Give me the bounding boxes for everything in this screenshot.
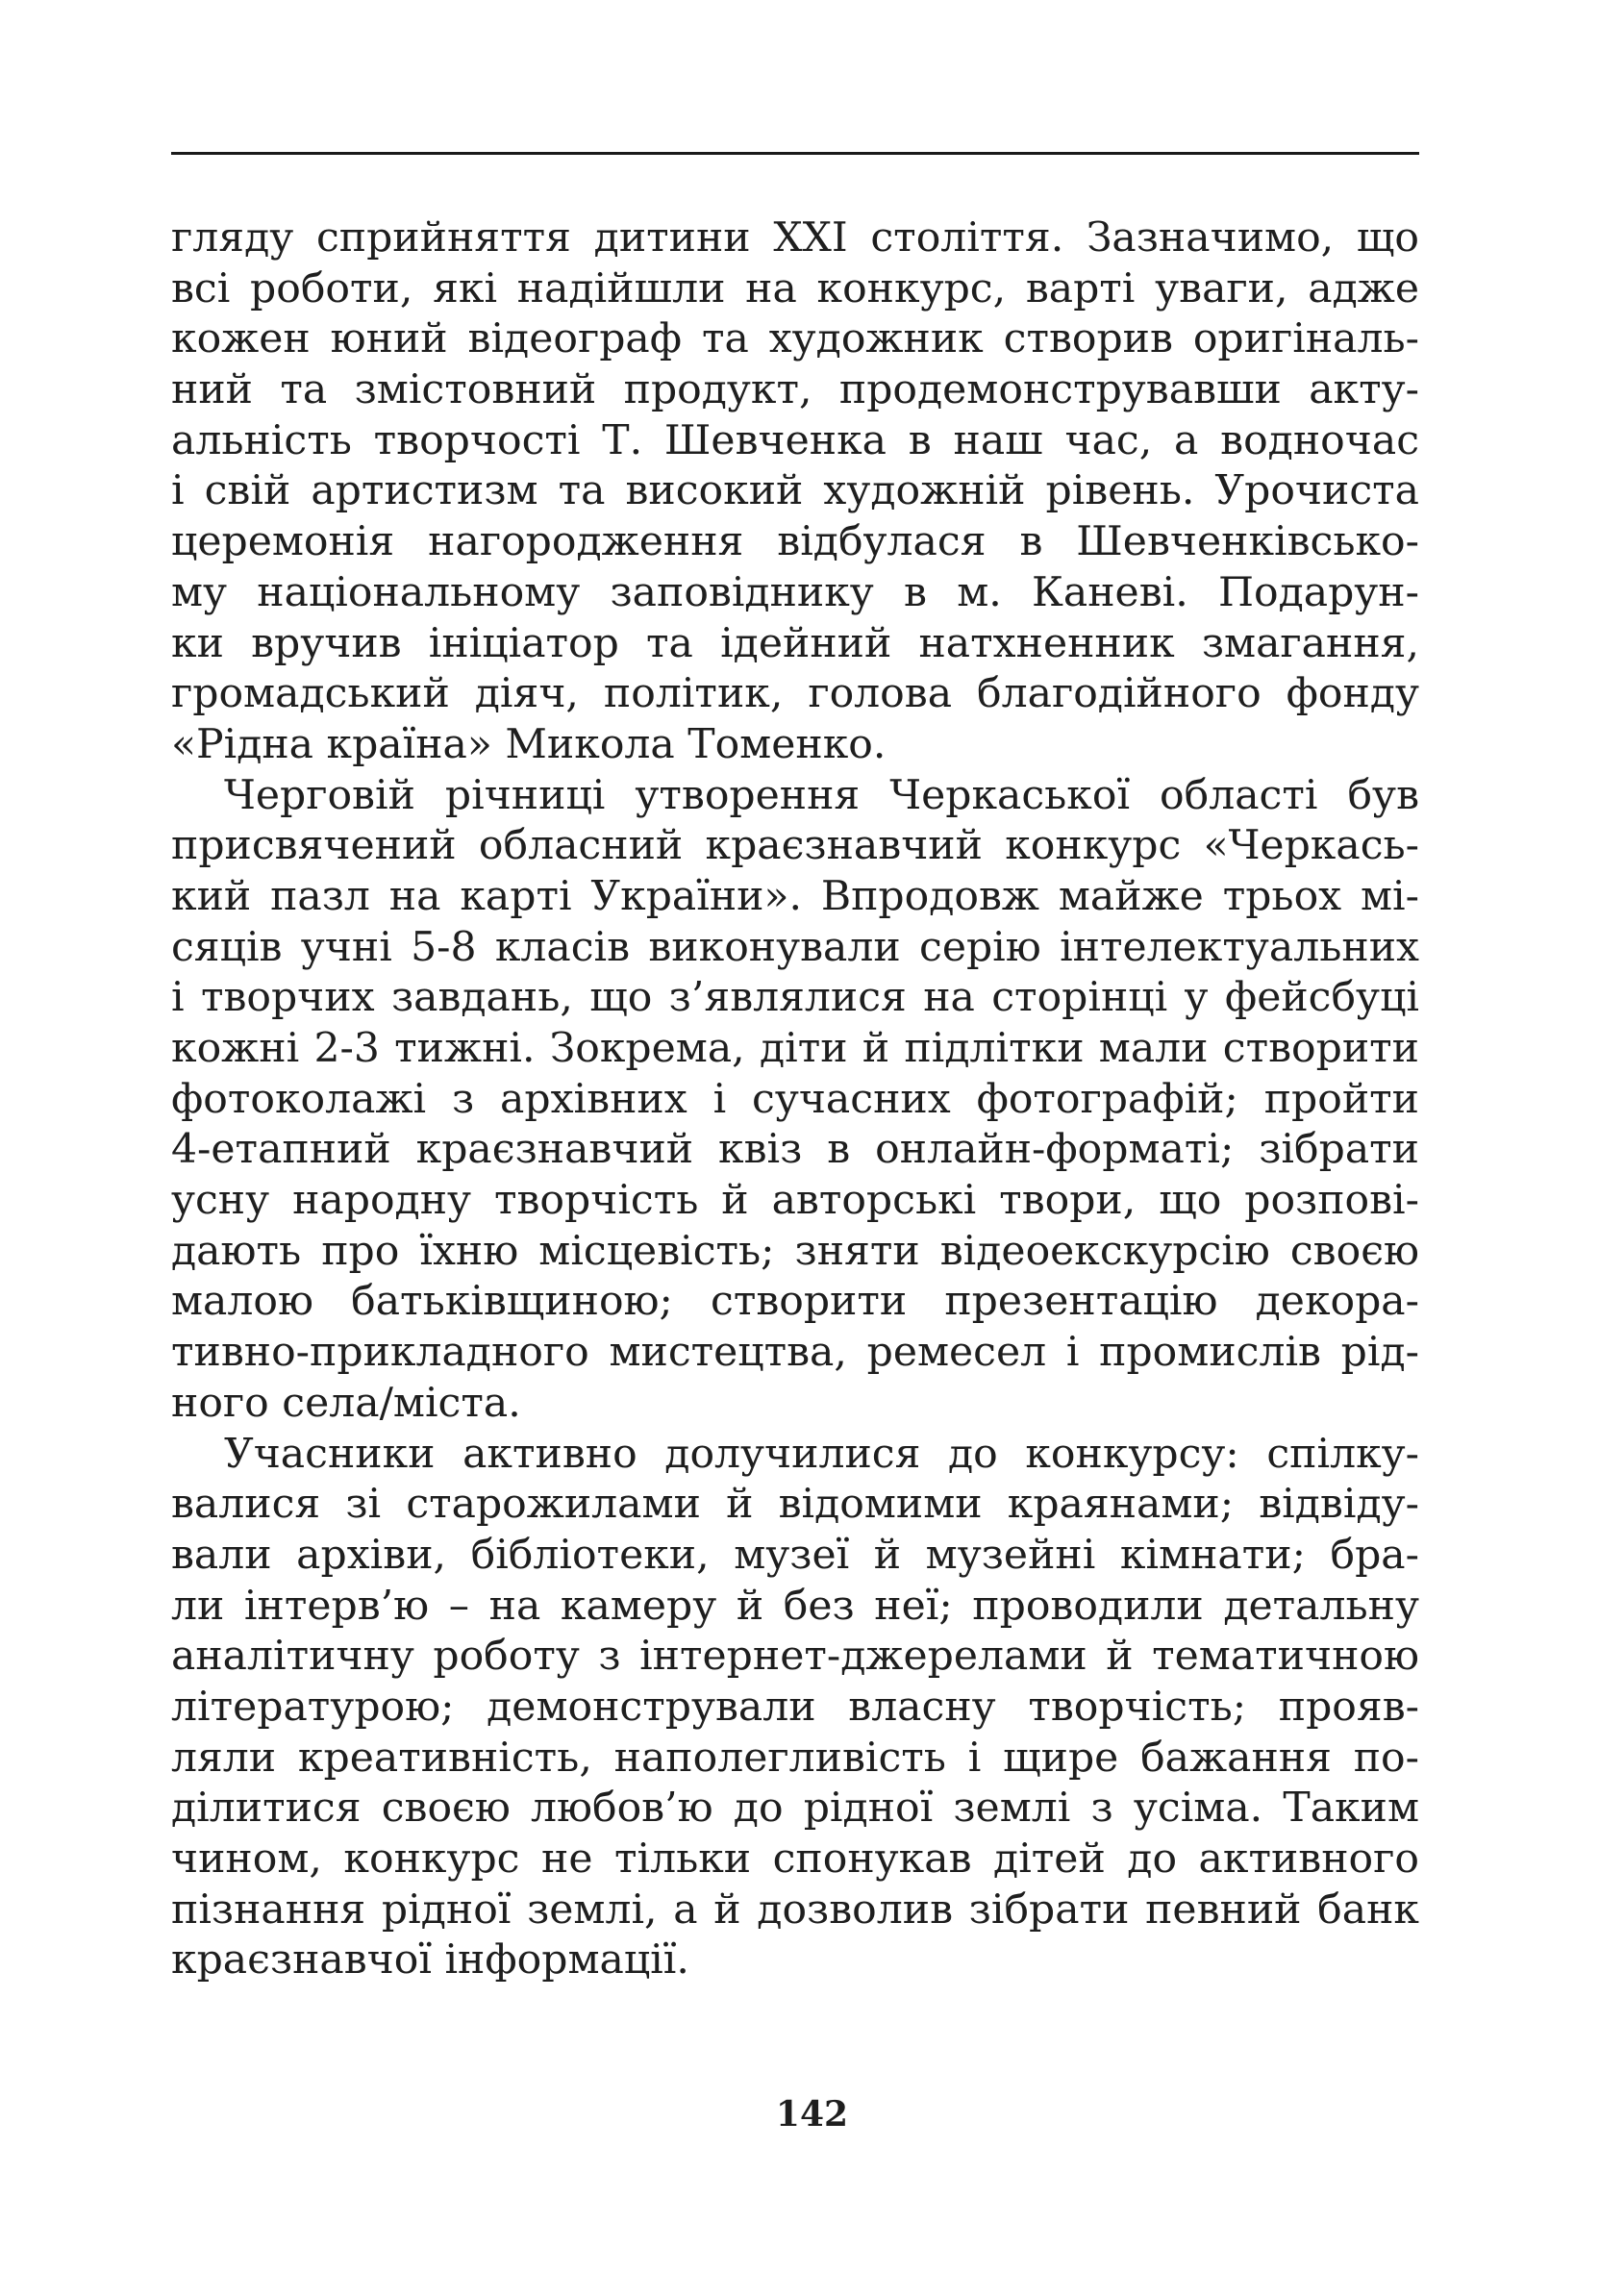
text-line: кий пазл на карті України». Впродовж майже трьох мі-: [171, 872, 1419, 920]
paragraph-2: [171, 771, 1419, 1430]
text-line: фотоколажі з архівних і сучасних фотографій; пройти: [171, 1075, 1419, 1123]
text-line: ли інтерв’ю – на камеру й без неї; проводили детальну: [171, 1582, 1419, 1630]
text-line: гляду сприйняття дитини XXI століття. Зазначимо, що: [171, 214, 1419, 262]
text-line: 4-етапний краєзнавчий квіз в онлайн-форматі; зібрати: [171, 1126, 1419, 1174]
header-rule: [171, 152, 1419, 155]
text-line: церемонія нагородження відбулася в Шевченківсько-: [171, 518, 1419, 566]
text-line: літературою; демонстрували власну творчість; прояв-: [171, 1683, 1419, 1731]
text-line: присвячений обласний краєзнавчий конкурс «Черкась-: [171, 822, 1419, 870]
paragraph-3: [171, 1430, 1419, 1987]
text-line: дають про їхню місцевість; зняти відеоекскурсію своєю: [171, 1227, 1419, 1275]
text-line: пізнання рідної землі, а й дозволив зібрати певний банк: [171, 1885, 1419, 1934]
text-line: громадський діяч, політик, голова благодійного фонду: [171, 670, 1419, 718]
text-line: «Рідна країна» Микола Томенко.: [171, 720, 887, 768]
paragraph-1: [171, 213, 1419, 771]
text-line: Черговій річниці утворення Черкаської області був: [224, 771, 1419, 819]
text-line: ний та змістовний продукт, продемонструвавши акту-: [171, 366, 1419, 414]
text-line: малою батьківщиною; створити презентацію декора-: [171, 1278, 1419, 1326]
text-line: Учасники активно долучилися до конкурсу: спілку-: [224, 1430, 1419, 1478]
text-line: альність творчості Т. Шевченка в наш час, а водночас: [171, 416, 1419, 464]
text-line: усну народну творчість й авторські твори, що розпові-: [171, 1177, 1419, 1225]
text-line: ділитися своєю любов’ю до рідної землі з усіма. Таким: [171, 1785, 1419, 1833]
text-line: му національному заповіднику в м. Каневі. Подарун-: [171, 568, 1419, 616]
text-line: чином, конкурс не тільки спонукав дітей до активного: [171, 1835, 1419, 1883]
body-text: [171, 213, 1419, 1986]
text-line: і свій артистизм та високий художній рівень. Урочиста: [171, 467, 1419, 515]
text-line: і творчих завдань, що з’являлися на сторінці у фейсбуці: [171, 974, 1419, 1022]
text-line: тивно-прикладного мистецтва, ремесел і промислів рід-: [171, 1329, 1419, 1377]
text-line: кожні 2-3 тижні. Зокрема, діти й підлітки мали створити: [171, 1025, 1419, 1072]
text-line: краєзнавчої інформації.: [171, 1936, 689, 1985]
text-line: аналітичну роботу з інтернет-джерелами й тематичною: [171, 1633, 1419, 1681]
text-line: всі роботи, які надійшли на конкурс, варті уваги, адже: [171, 264, 1419, 312]
text-line: ляли креативність, наполегливість і щире бажання по-: [171, 1734, 1419, 1782]
text-line: вали архіви, бібліотеки, музеї й музейні кімнати; бра-: [171, 1531, 1419, 1579]
page-number: 142: [775, 2094, 849, 2135]
text-line: валися зі старожилами й відомими краянами; відвіду-: [171, 1481, 1419, 1529]
text-line: ного села/міста.: [171, 1379, 521, 1427]
text-line: ки вручив ініціатор та ідейний натхненник змагання,: [171, 619, 1419, 667]
text-line: сяців учні 5-8 класів виконували серію інтелектуальних: [171, 923, 1419, 971]
text-line: кожен юний відеограф та художник створив оригіналь-: [171, 315, 1419, 363]
